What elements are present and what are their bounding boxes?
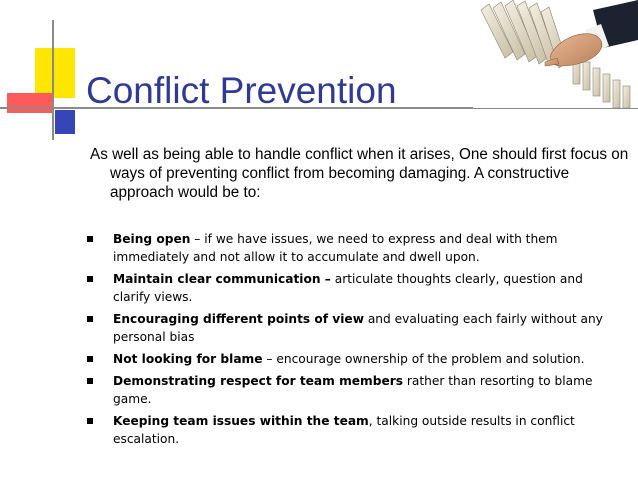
bullet-text: , talking outside results in conflict escalation. (113, 414, 575, 446)
bullet-text: – if we have issues, we need to express and deal with them immediately and not allow it to accumulate and dwell upon. (113, 232, 558, 264)
bullet-list (87, 230, 622, 452)
bullet-bold-text: Being open (113, 232, 191, 246)
bullet-text: – encourage ownership of the problem and solution. (262, 352, 585, 366)
decorative-yellow-block (35, 48, 75, 98)
square-bullet-icon (87, 378, 93, 384)
list-item (87, 350, 622, 368)
intro-paragraph: As well as being able to handle conflict when it arises, One should first focus on ways of preventing conflict from becoming damaging. A constructive approach would be to: (90, 146, 629, 201)
decorative-blue-block (55, 110, 75, 134)
bullet-bold-text: Maintain clear communication – (113, 272, 331, 286)
bullet-bold-text: Demonstrating respect for team members (113, 374, 404, 388)
decorative-red-block (7, 93, 54, 113)
list-item (87, 230, 622, 266)
list-item (87, 412, 622, 448)
list-item (87, 372, 622, 408)
list-item (87, 270, 622, 306)
bullet-text: and evaluating each fairly without any personal bias (113, 312, 603, 344)
slide-title: Conflict Prevention (86, 70, 397, 111)
square-bullet-icon (87, 356, 93, 362)
bullet-text: articulate thoughts clearly, question and clarify views. (113, 272, 583, 304)
bullet-bold-text: Not looking for blame (113, 352, 263, 366)
square-bullet-icon (87, 316, 93, 322)
dominoes-hand-icon (473, 0, 638, 108)
square-bullet-icon (87, 276, 93, 282)
bullet-bold-text: Keeping team issues within the team (113, 414, 369, 428)
square-bullet-icon (87, 418, 93, 424)
list-item (87, 310, 622, 346)
bullet-text: rather than resorting to blame game. (113, 374, 593, 406)
decorative-vertical-line (52, 20, 54, 140)
dominoes-hand-photo (473, 0, 638, 108)
bullet-bold-text: Encouraging different points of view (113, 312, 364, 326)
square-bullet-icon (87, 236, 93, 242)
